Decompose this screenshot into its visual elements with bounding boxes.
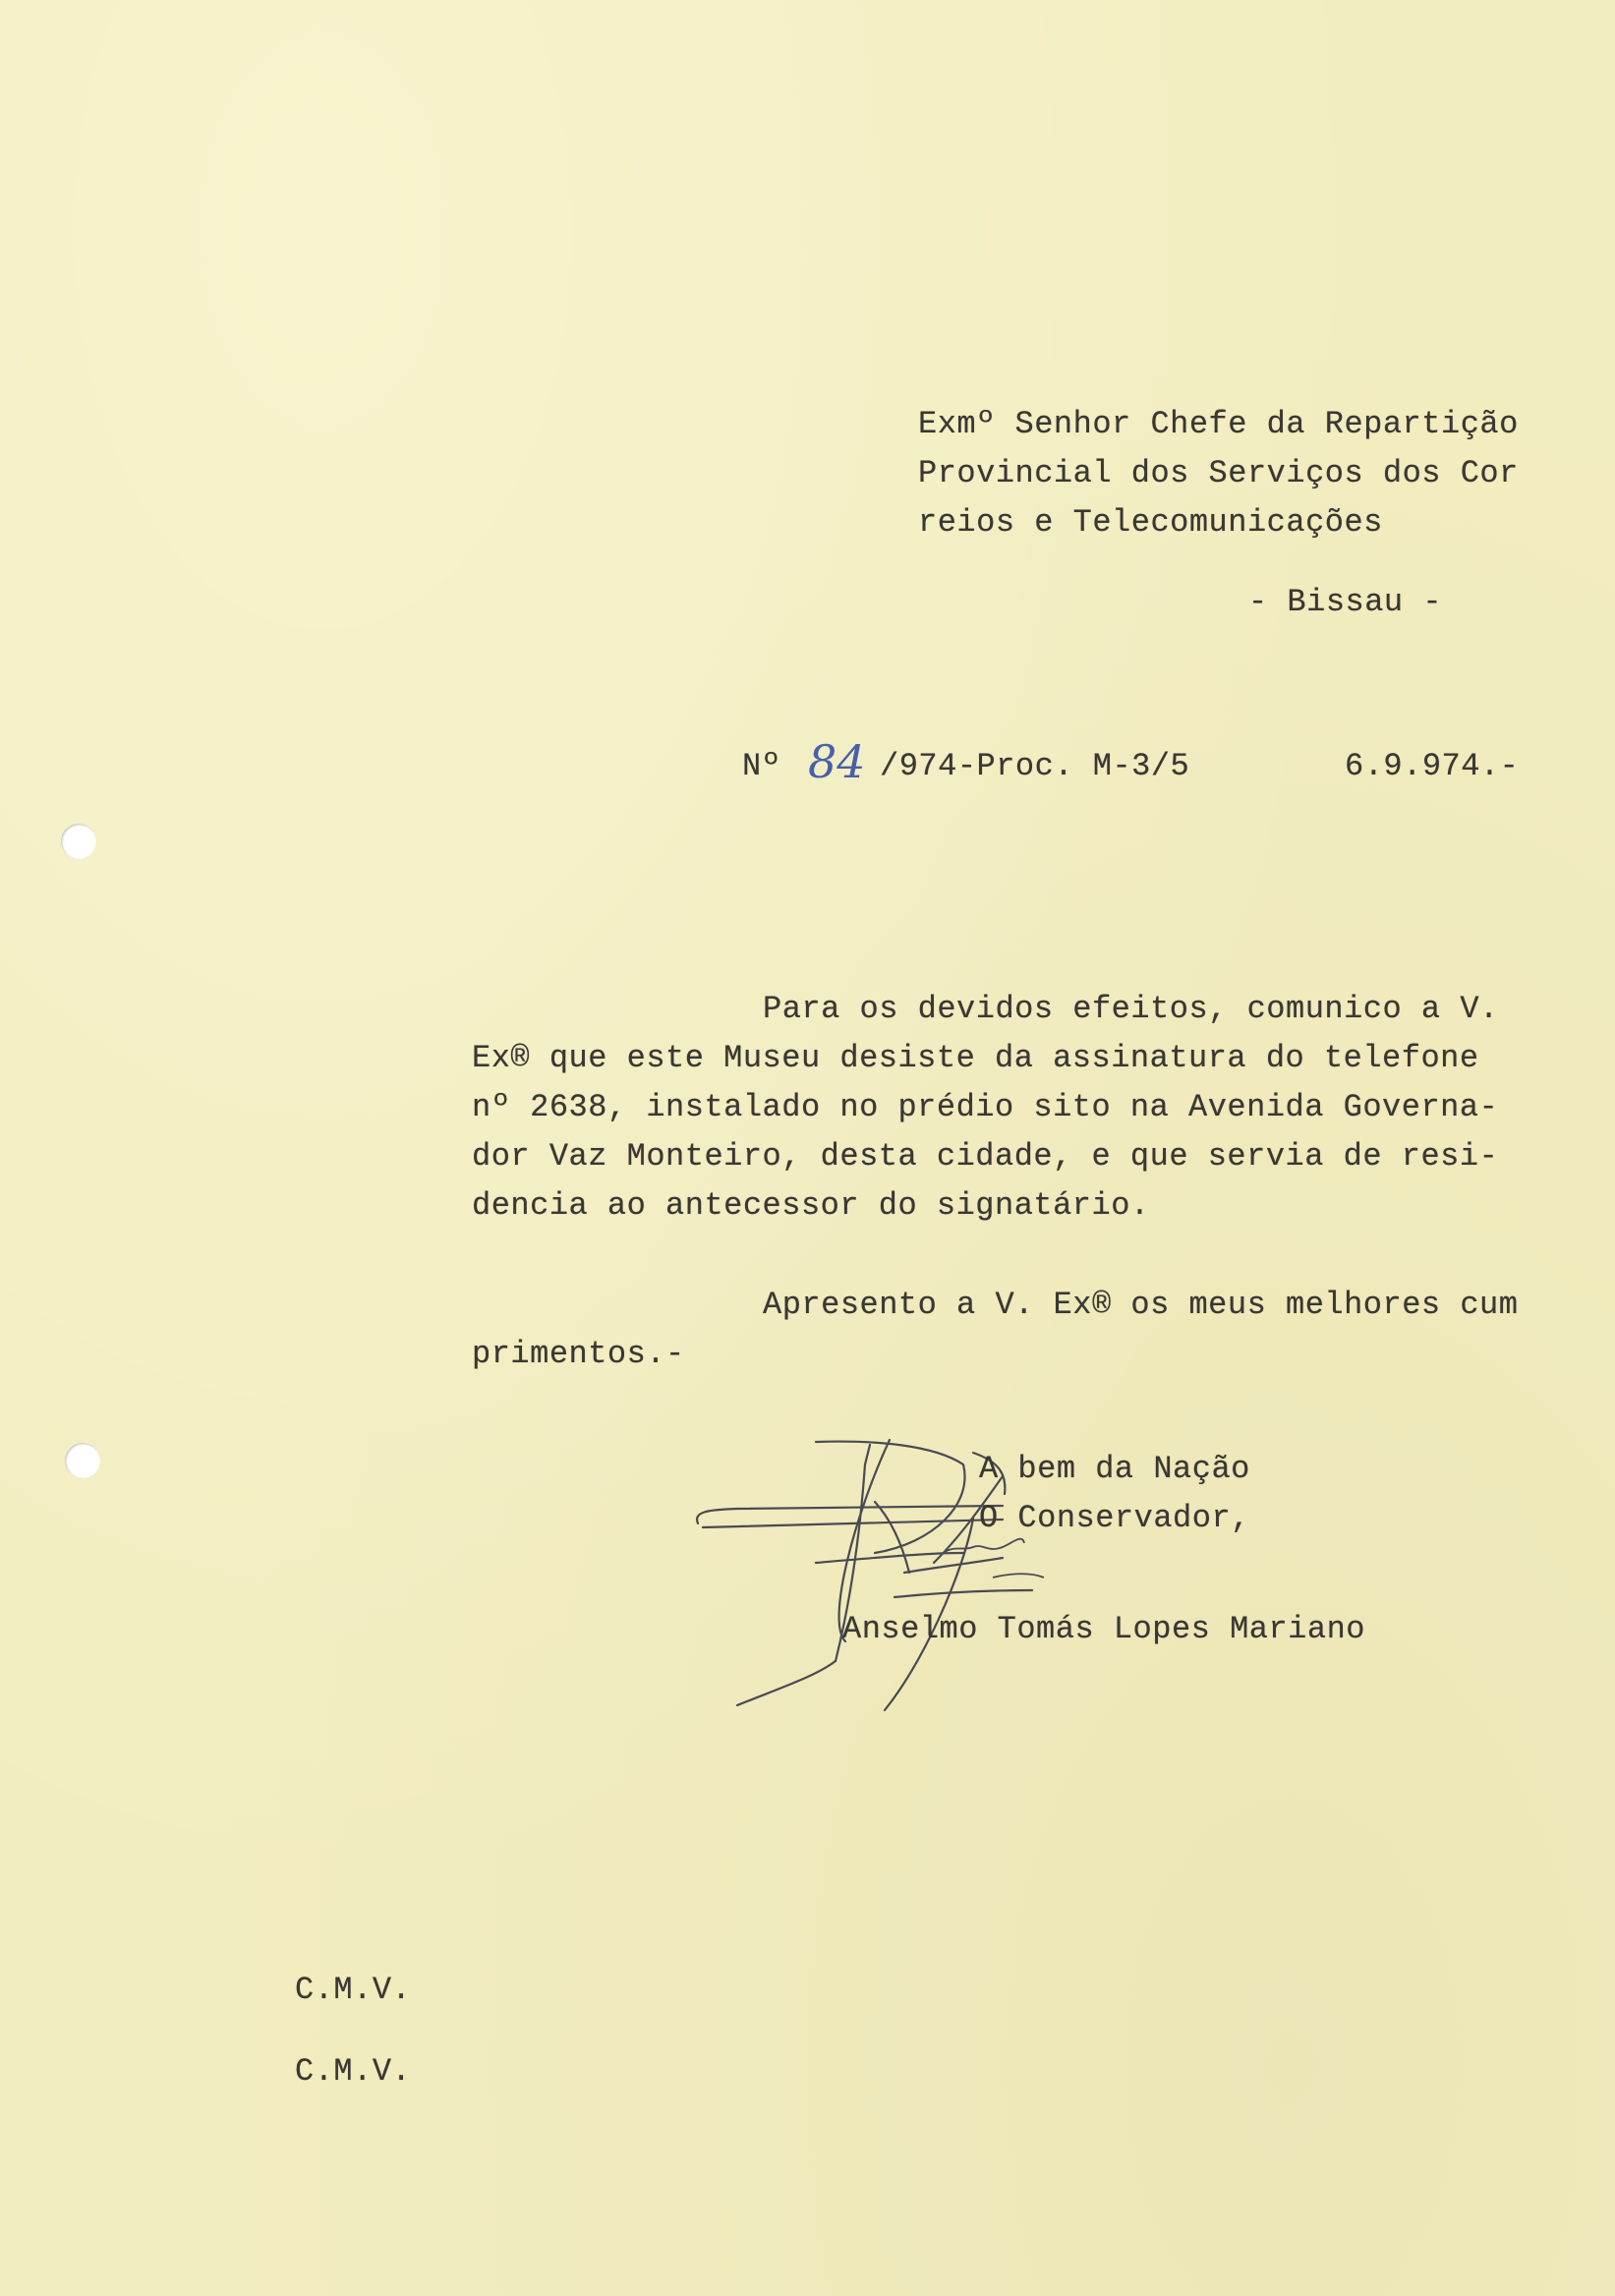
body-p1-line-1: Para os devidos efeitos, comunico a V. — [763, 991, 1499, 1027]
punch-hole-bottom — [65, 1443, 100, 1478]
address-line-1: Exmº Senhor Chefe da Repartição — [918, 406, 1519, 442]
body-p1-line-3: nº 2638, instalado no prédio sito na Avenida Governa- — [472, 1089, 1499, 1125]
address-city: - Bissau - — [1248, 584, 1443, 620]
closing-name: Anselmo Tomás Lopes Mariano — [842, 1611, 1365, 1647]
closing-title: O Conservador, — [979, 1500, 1250, 1536]
address-line-2: Provincial dos Serviços dos Cor — [918, 455, 1519, 491]
reference-suffix: /974-Proc. M-3/5 — [880, 748, 1190, 784]
body-p2-line-1: Apresento a V. Ex® os meus melhores cum — [763, 1287, 1519, 1323]
body-p2-line-2: primentos.- — [472, 1336, 685, 1372]
copy-initials-2: C.M.V. — [295, 2053, 412, 2090]
copy-initials-1: C.M.V. — [295, 1972, 412, 2008]
address-line-3: reios e Telecomunicações — [918, 504, 1383, 541]
reference-handwritten-number: 84 — [808, 735, 866, 788]
punch-hole-top — [61, 824, 96, 859]
body-p1-line-2: Ex® que este Museu desiste da assinatura do telefone — [472, 1040, 1479, 1076]
body-p1-line-5: dencia ao antecessor do signatário. — [472, 1187, 1150, 1224]
closing-salutation: A bem da Nação — [979, 1451, 1250, 1487]
reference-prefix: Nº — [742, 748, 781, 784]
body-p1-line-4: dor Vaz Monteiro, desta cidade, e que servia de resi- — [472, 1138, 1499, 1175]
reference-date: 6.9.974.- — [1345, 748, 1520, 784]
